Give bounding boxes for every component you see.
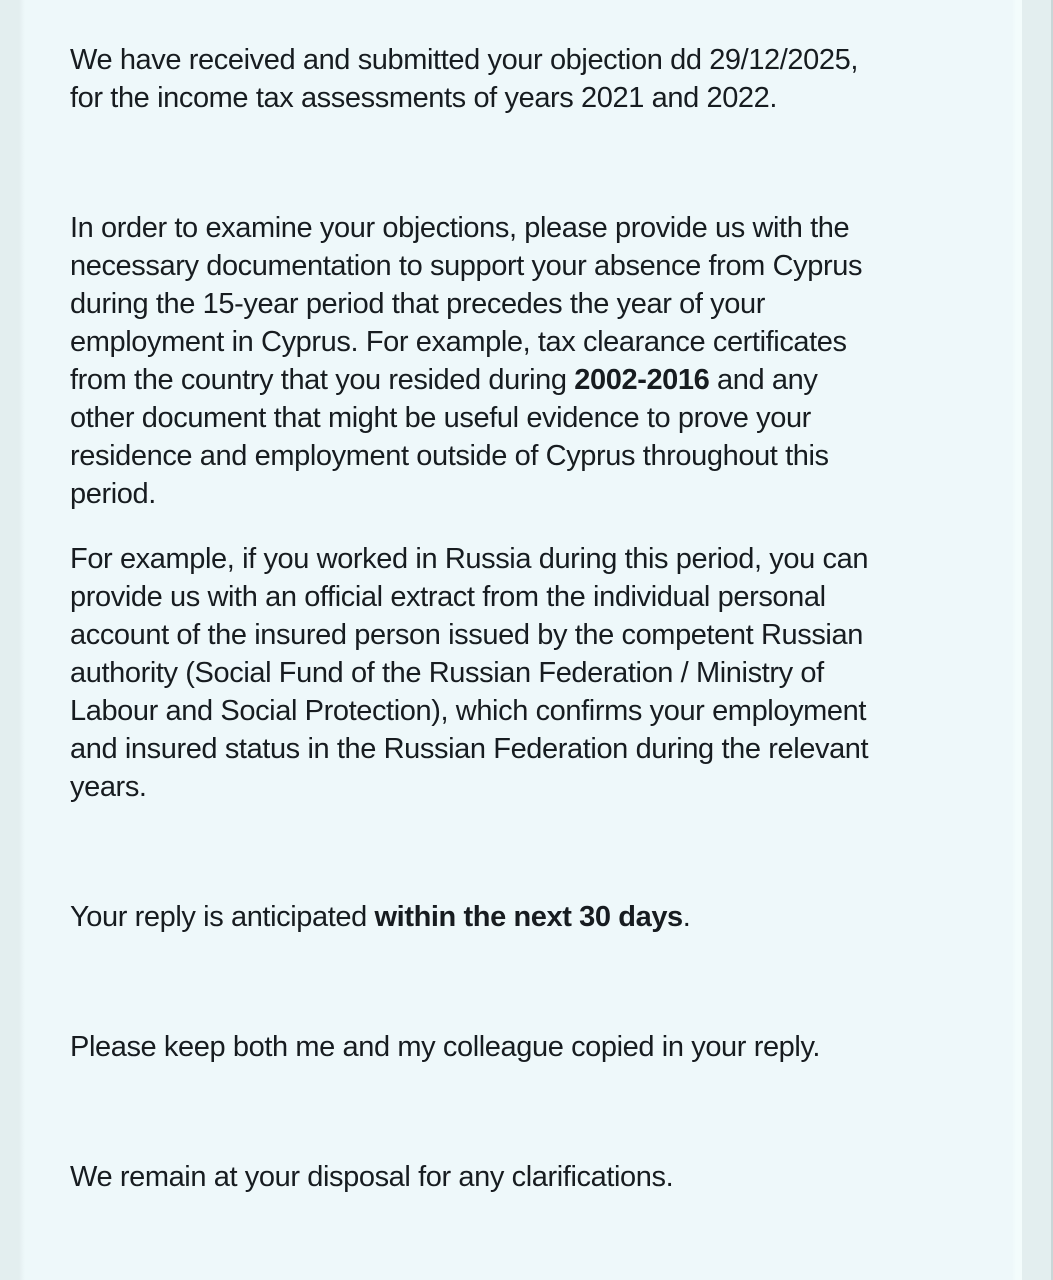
closing-paragraph	[70, 1158, 1000, 1196]
empty-line	[70, 144, 1000, 182]
bold-text-segment: 2002-2016	[574, 364, 710, 396]
right-margin-strip	[1022, 0, 1053, 1280]
keep-copied-paragraph	[70, 1028, 1000, 1066]
text-segment: other document that might be useful evidence to prove your	[70, 402, 811, 434]
text-segment: necessary documentation to support your absence from Cyprus	[70, 250, 863, 282]
text-segment: for the income tax assessments of years 2021 and 2022.	[70, 82, 778, 114]
text-line	[70, 361, 1000, 399]
text-segment: provide us with an official extract from the individual personal	[70, 581, 826, 613]
text-segment: Labour and Social Protection), which confirms your employment	[70, 695, 867, 727]
text-line	[70, 79, 1000, 117]
text-segment: .	[682, 901, 691, 933]
text-segment: and any	[709, 364, 818, 396]
text-line	[70, 578, 1000, 616]
text-segment: during the 15-year period that precedes the year of your	[70, 288, 765, 320]
text-line	[70, 898, 1000, 936]
text-line	[70, 475, 1000, 513]
right-gutter-highlight	[1012, 0, 1022, 1280]
text-line	[70, 768, 1000, 806]
text-line	[70, 323, 1000, 361]
text-line	[70, 41, 1000, 79]
text-line	[70, 730, 1000, 768]
text-line	[70, 616, 1000, 654]
text-segment: We have received and submitted your objection dd 29/12/2025,	[70, 44, 859, 76]
text-segment: years.	[70, 771, 147, 803]
text-line	[70, 1158, 1000, 1196]
text-line	[70, 209, 1000, 247]
text-line	[70, 247, 1000, 285]
russia-example-paragraph	[70, 540, 1000, 806]
text-line	[70, 692, 1000, 730]
text-segment: employment in Cyprus. For example, tax clearance certificates	[70, 326, 847, 358]
empty-line	[70, 963, 1000, 1001]
text-segment: residence and employment outside of Cyprus throughout this	[70, 440, 829, 472]
text-segment: Your reply is anticipated	[70, 901, 375, 933]
text-segment: In order to examine your objections, please provide us with the	[70, 212, 850, 244]
text-line	[70, 1028, 1000, 1066]
text-segment: account of the insured person issued by the competent Russian	[70, 619, 863, 651]
documentation-request-paragraph	[70, 209, 1000, 513]
text-segment: authority (Social Fund of the Russian Federation / Ministry of	[70, 657, 824, 689]
text-line	[70, 285, 1000, 323]
greeting-confirmation-paragraph	[70, 41, 1000, 117]
text-segment: and insured status in the Russian Federation during the relevant	[70, 733, 869, 765]
text-line	[70, 399, 1000, 437]
bold-text-segment: within the next 30 days	[374, 901, 683, 933]
text-segment: Please keep both me and my colleague copied in your reply.	[70, 1031, 821, 1063]
empty-line	[70, 833, 1000, 871]
left-margin-strip	[0, 0, 25, 1280]
text-line	[70, 654, 1000, 692]
email-body-text	[70, 41, 1000, 1223]
text-segment: For example, if you worked in Russia during this period, you can	[70, 543, 869, 575]
text-line	[70, 437, 1000, 475]
text-segment: period.	[70, 478, 156, 510]
text-segment: from the country that you resided during	[70, 364, 575, 396]
text-line	[70, 540, 1000, 578]
reply-deadline-paragraph	[70, 898, 1000, 936]
empty-line	[70, 1093, 1000, 1131]
text-segment: We remain at your disposal for any clarifications.	[70, 1161, 674, 1193]
